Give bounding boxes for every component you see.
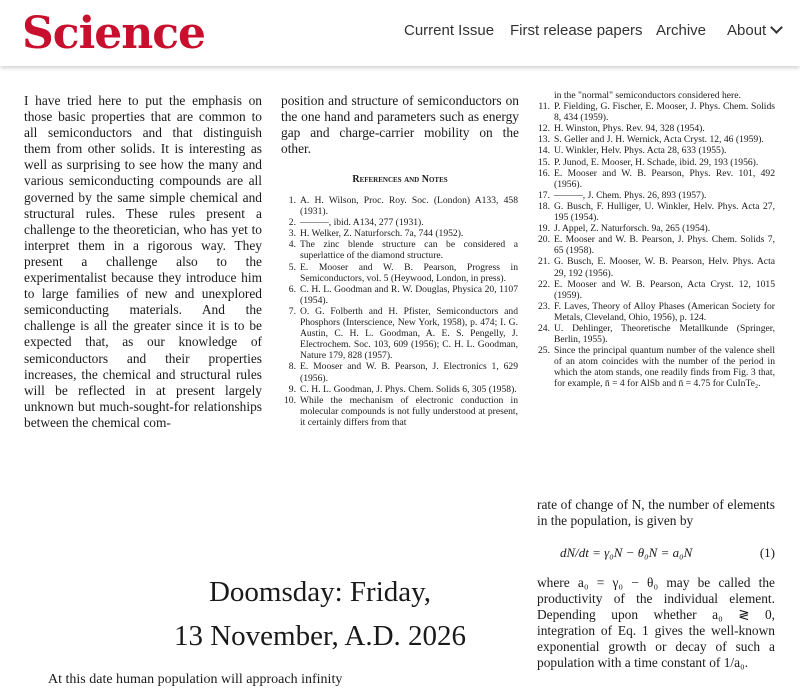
reference-number: 10. xyxy=(284,394,296,406)
reference-text: ———, ibid. A134, 277 (1931). xyxy=(300,217,424,229)
reference-text: S. Geller and J. H. Wernick, Acta Cryst. 12, 46 (1959). xyxy=(554,134,764,146)
reference-number: 21. xyxy=(538,256,550,268)
reference-item xyxy=(281,395,518,428)
reference-number: 1. xyxy=(288,195,296,206)
reference-number: 13. xyxy=(538,134,550,146)
reference-number: 9. xyxy=(288,383,296,395)
reference-number: 11. xyxy=(538,101,550,113)
reference-number: 20. xyxy=(538,234,550,246)
reference-text: Since the principal quantum number of the valence shell of an atom coincides with the number of the period in which the atom stands, one readily finds from Fig. 3 that, for example, n̄ = 4 for AlSb and n̄ = 4.75 for CuInTe₂. xyxy=(554,345,775,390)
reference-item xyxy=(535,301,775,323)
reference-number: 16. xyxy=(538,167,550,179)
reference-number: 17. xyxy=(538,189,550,201)
site-header xyxy=(0,0,800,66)
reference-number: 24. xyxy=(538,322,550,334)
article-start-text: At this date human population will approach infinity xyxy=(48,672,343,687)
reference-item xyxy=(535,345,775,389)
reference-item xyxy=(281,262,518,284)
reference-text: ———, J. Chem. Phys. 26, 893 (1957). xyxy=(554,189,707,201)
reference-number: 2. xyxy=(288,217,296,229)
chevron-down-icon xyxy=(770,21,783,34)
reference-item xyxy=(535,279,775,301)
reference-item xyxy=(281,284,518,306)
reference-item xyxy=(281,239,518,261)
reference-item xyxy=(535,190,775,201)
equation: dN/dt = γ₀N − θ₀N = a₀N xyxy=(560,545,693,560)
reference-text: O. G. Folberth and H. Pfister, Semiconductors and Phosphors (Interscience, New York, 1958), p. 474; I. G. Austin, C. H. L. Goodman, A. E. S. Pengelly, J. Electrochem. Soc. 103, 609 (1956); C. H. L. Goodman, Nature 179, 828 (1957). xyxy=(300,305,518,362)
lower-text-1: rate of change of N, the number of elements in the population, is given by xyxy=(537,497,775,529)
equation-row xyxy=(560,545,775,561)
reference-number: 12. xyxy=(538,123,550,135)
reference-number: 15. xyxy=(538,156,550,168)
reference-item xyxy=(281,228,518,239)
reference-text: P. Fielding, G. Fischer, E. Mooser, J. Phys. Chem. Solids 8, 434 (1959). xyxy=(554,101,775,124)
reference-item xyxy=(535,201,775,223)
reference-text: E. Mooser and W. B. Pearson, J. Phys. Chem. Solids 7, 65 (1958). xyxy=(554,234,775,257)
reference-number: 5. xyxy=(288,261,296,273)
reference-text: The zinc blende structure can be considered a superlattice of the diamond structure. xyxy=(300,239,518,262)
reference-text: E. Mooser and W. B. Pearson, Progress in Semiconductors, vol. 5 (Heywood, London, in press). xyxy=(300,261,518,284)
reference-item xyxy=(535,123,775,134)
reference-item xyxy=(535,157,775,168)
nav-about[interactable] xyxy=(727,22,781,39)
reference-text: G. Busch, E. Mooser, W. B. Pearson, Helv. Phys. Acta 29, 192 (1956). xyxy=(554,256,775,279)
reference-item xyxy=(281,306,518,361)
science-logo[interactable]: Science xyxy=(22,8,206,59)
references-heading: References and Notes xyxy=(352,174,448,185)
nav-archive[interactable]: Archive xyxy=(656,22,707,39)
reference-text: U. Dehlinger, Theoretische Metallkunde (Springer, Berlin, 1955). xyxy=(554,322,775,346)
lower-text-2: where a₀ = γ₀ − θ₀ may be called the productivity of the individual element. Depending upon whether a₀ ≷ 0, integration of Eq. 1 gives the well-known exponential growth or decay of such a population with a time constant of 1/a₀. xyxy=(537,575,775,671)
reference-number: 23. xyxy=(538,300,550,312)
reference-text: E. Mooser and W. B. Pearson, J. Electronics 1, 629 (1956). xyxy=(300,361,518,384)
reference-number: 3. xyxy=(288,228,296,240)
reference-continuation: in the "normal" semiconductors considered here. xyxy=(554,90,741,101)
reference-number: 14. xyxy=(538,145,550,157)
reference-number: 18. xyxy=(538,200,550,212)
reference-text: H. Welker, Z. Naturforsch. 7a, 744 (1952). xyxy=(300,228,464,240)
reference-number: 19. xyxy=(538,223,550,235)
reference-item xyxy=(535,323,775,345)
nav-about-label: About xyxy=(727,22,767,39)
nav-first-release-papers[interactable]: First release papers xyxy=(510,22,643,39)
reference-text: J. Appel, Z. Naturforsch. 9a, 265 (1954). xyxy=(554,223,711,235)
references-list-2 xyxy=(535,90,775,390)
reference-number: 4. xyxy=(288,239,296,251)
references-list-1 xyxy=(281,195,518,428)
reference-text: C. H. L. Goodman and R. W. Douglas, Physica 20, 1107 (1954). xyxy=(300,283,518,306)
reference-item xyxy=(281,195,518,217)
reference-item xyxy=(535,168,775,190)
reference-text: U. Winkler, Helv. Phys. Acta 28, 633 (1955). xyxy=(554,145,727,157)
nav-current-issue[interactable]: Current Issue xyxy=(404,22,495,39)
reference-number: 8. xyxy=(288,361,296,373)
article-title-line-2: 13 November, A.D. 2026 xyxy=(173,620,467,652)
reference-text: H. Winston, Phys. Rev. 94, 328 (1954). xyxy=(554,123,705,135)
reference-text: F. Laves, Theory of Alloy Phases (American Society for Metals, Cleveland, Ohio, 1956), p. 124. xyxy=(554,300,775,323)
reference-item xyxy=(535,234,775,256)
reference-item xyxy=(535,223,775,234)
reference-item xyxy=(535,134,775,145)
article-title-line-1: Doomsday: Friday, xyxy=(208,576,432,608)
reference-item xyxy=(535,101,775,123)
body-text-column-1: I have tried here to put the emphasis on those basic properties that are common to all semiconductors and that distinguish them from other solids. It is interesting as well as surprising to see how the many and various semiconducting compounds are all governed by the same simple chemical and structural rules. These rules present a challenge to the theoretician, who has yet to interpret them in a rigorous way. They present a challenge also to the experimentalist because they introduce him to large families of new and unexplored semiconducting materials. And the challenge is all the greater since it is to be expected that, as our knowledge of semiconductors and their properties increases, the chemical and structural rules will be reflected in at present largely unknown but much-sought-for relationships between the chemical com- xyxy=(24,93,262,430)
reference-item xyxy=(281,384,518,395)
reference-number: 6. xyxy=(288,283,296,295)
reference-text: E. Mooser and W. B. Pearson, Phys. Rev. 101, 492 (1956). xyxy=(554,167,775,190)
reference-text: E. Mooser and W. B. Pearson, Acta Cryst. 12, 1015 (1959). xyxy=(554,278,775,301)
reference-number: 7. xyxy=(288,305,296,317)
reference-item xyxy=(281,361,518,383)
reference-text: P. Junod, E. Mooser, H. Schade, ibid. 29, 193 (1956). xyxy=(554,156,759,168)
equation-number: (1) xyxy=(759,545,775,560)
reference-item xyxy=(535,145,775,156)
reference-text: A. H. Wilson, Proc. Roy. Soc. (London) A133, 458 (1931). xyxy=(300,195,518,218)
reference-number: 25. xyxy=(538,345,550,357)
body-text-column-2: position and structure of semiconductors on the one hand and parameters such as energy gap and charge-carrier mobility on the other. xyxy=(281,93,519,157)
reference-item xyxy=(281,217,518,228)
reference-number: 22. xyxy=(538,278,550,290)
reference-text: C. H. L. Goodman, J. Phys. Chem. Solids 6, 305 (1958). xyxy=(300,383,517,395)
reference-text: G. Busch, F. Hulliger, U. Winkler, Helv. Phys. Acta 27, 195 (1954). xyxy=(554,200,775,224)
reference-text: While the mechanism of electronic conduction in molecular compounds is not fully understood at present, it certainly differs from that xyxy=(300,394,518,428)
reference-item xyxy=(535,256,775,278)
